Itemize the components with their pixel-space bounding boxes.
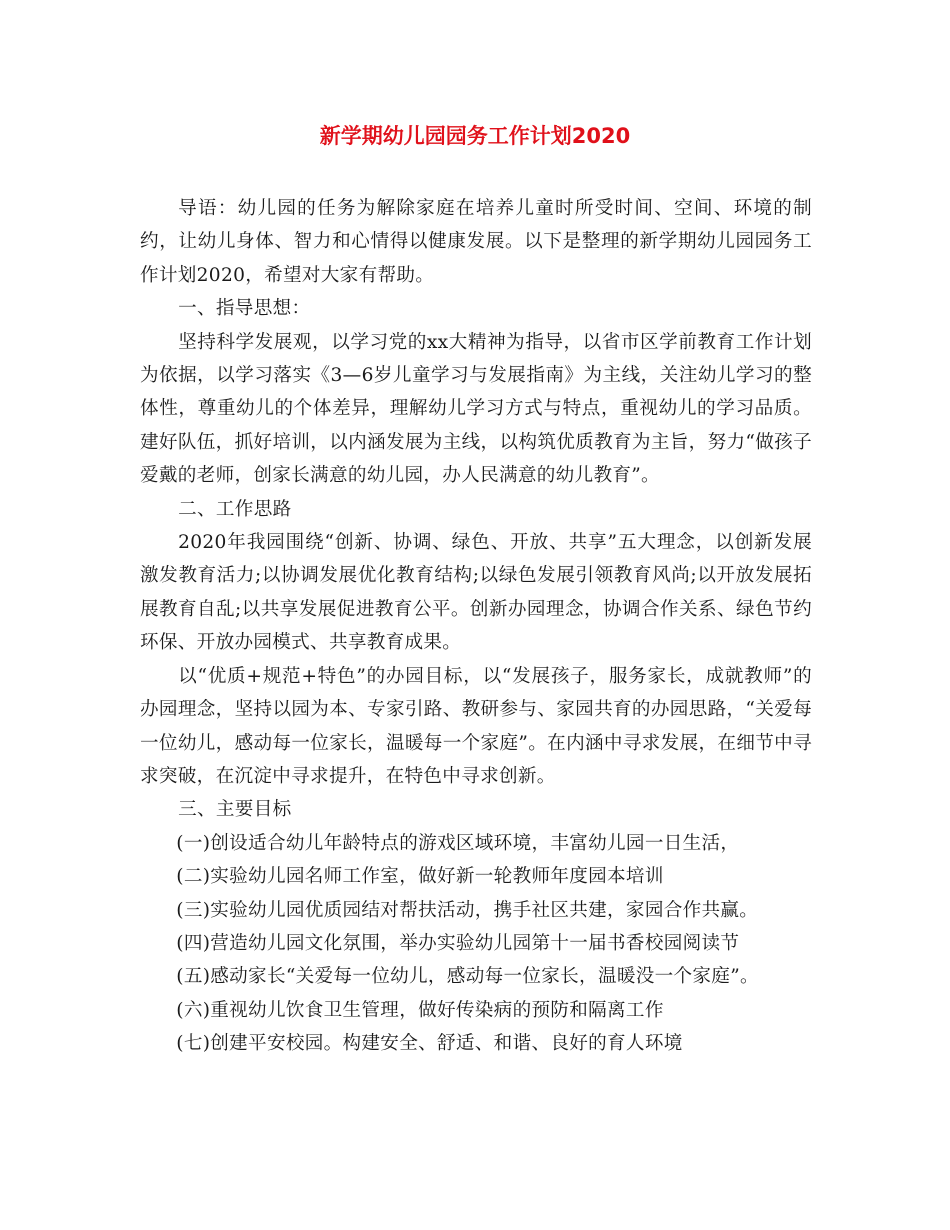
goal-item: (三)实验幼儿园优质园结对帮扶活动，携手社区共建，家园合作共赢。	[176, 899, 759, 921]
goal-item: (四)营造幼儿园文化氛围，举办实验幼儿园第十一届书香校园阅读节	[176, 932, 740, 954]
goal-item: (一)创设适合幼儿年龄特点的游戏区域环境，丰富幼儿园一日生活，	[176, 832, 740, 854]
document-title: 新学期幼儿园园务工作计划2020	[319, 124, 631, 148]
document-body	[140, 192, 812, 1061]
goal-item: (六)重视幼儿饮食卫生管理，做好传染病的预防和隔离工作	[176, 999, 664, 1021]
goal-item: (二)实验幼儿园名师工作室，做好新一轮教师年度园本培训	[176, 866, 664, 888]
section-heading-guiding-ideology: 一、指导思想：	[178, 298, 311, 320]
goal-item: (七)创建平安校园。构建安全、舒适、和谐、良好的育人环境	[176, 1033, 683, 1055]
guiding-ideology-paragraph: 坚持科学发展观，以学习党的xx大精神为指导，以省市区学前教育工作计划为依据，以学习落实《3—6岁儿童学习与发展指南》为主线，关注幼儿学习的整体性，尊重幼儿的个体差异，理解幼儿学习方式与特点，重视幼儿的学习品质。建好队伍，抓好培训，以内涵发展为主线，以构筑优质教育为主旨，努力“做孩子爱戴的老师，创家长满意的幼儿园，办人民满意的幼儿教育”。	[140, 331, 812, 487]
work-approach-paragraph-2: 以“优质+规范+特色”的办园目标，以“发展孩子，服务家长，成就教师”的办园理念，坚持以园为本、专家引路、教研参与、家园共育的办园思路，“关爱每一位幼儿，感动每一位家长，温暖每一个家庭”。在内涵中寻求发展，在细节中寻求突破，在沉淀中寻求提升，在特色中寻求创新。	[140, 665, 812, 787]
section-heading-work-approach: 二、工作思路	[178, 498, 292, 520]
intro-paragraph: 导语：幼儿园的任务为解除家庭在培养儿童时所受时间、空间、环境的制约，让幼儿身体、智力和心情得以健康发展。以下是整理的新学期幼儿园园务工作计划2020，希望对大家有帮助。	[140, 198, 812, 286]
goal-item: (五)感动家长“关爱每一位幼儿，感动每一位家长，温暖没一个家庭”。	[176, 966, 759, 988]
work-approach-paragraph-1: 2020年我园围绕“创新、协调、绿色、开放、共享”五大理念，以创新发展激发教育活力;以协调发展优化教育结构;以绿色发展引领教育风尚;以开放发展拓展教育自乱;以共享发展促进教育公平。创新办园理念，协调合作关系、绿色节约环保、开放办园模式、共享教育成果。	[140, 532, 812, 654]
section-heading-main-goals: 三、主要目标	[178, 799, 292, 821]
